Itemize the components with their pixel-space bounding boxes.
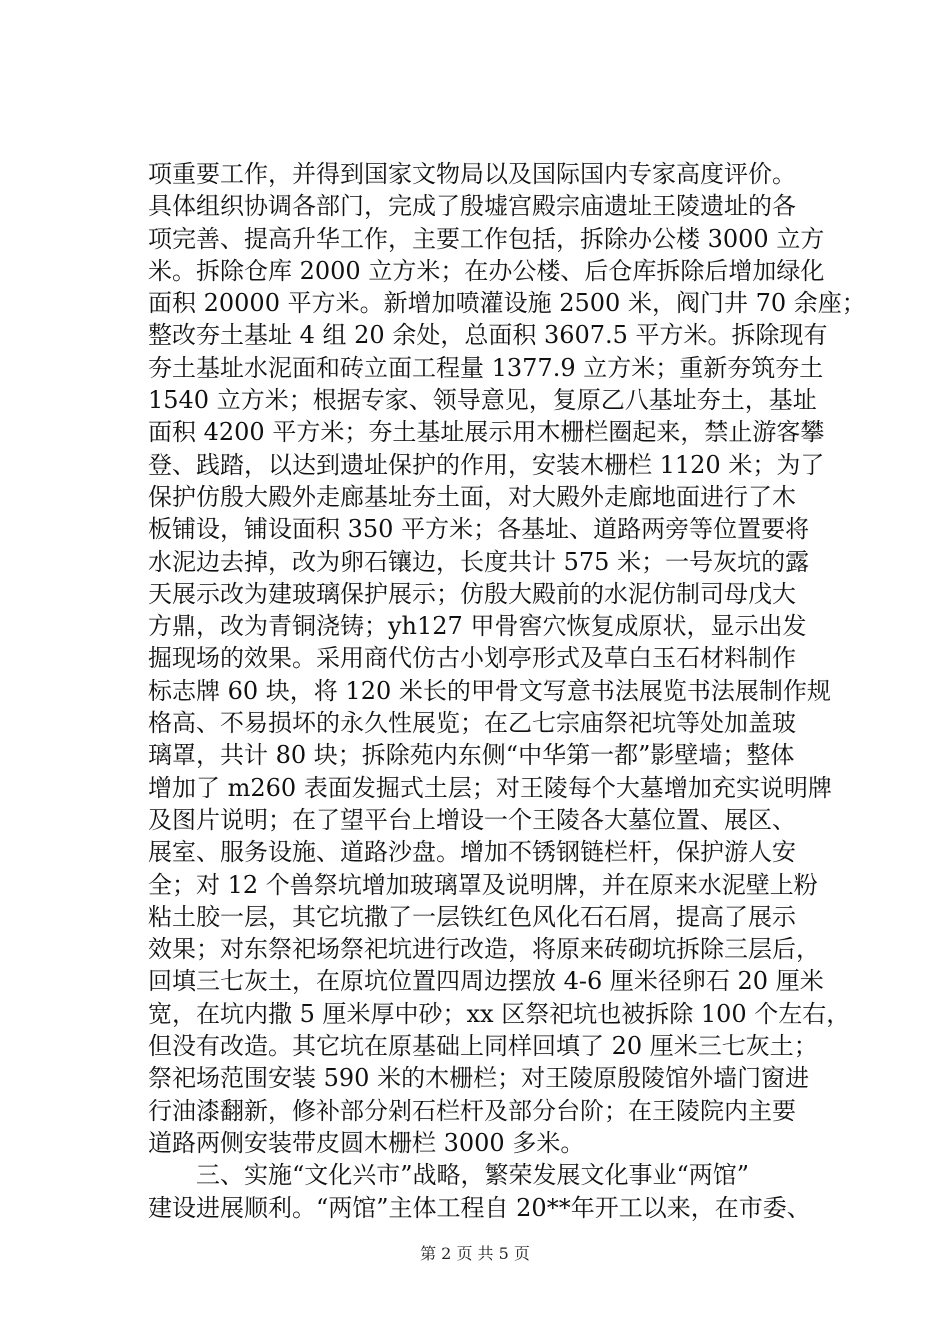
body-text [148, 158, 868, 1224]
section-heading-line: 三、实施“文化兴市”战略，繁荣发展文化事业“两馆” [148, 1161, 750, 1190]
text-line: 登、践踏，以达到遗址保护的作用，安装木栅栏 1120 米；为了 [148, 450, 825, 479]
text-line: 展室、服务设施、道路沙盘。增加不锈钢链栏杆，保护游人安 [148, 838, 796, 867]
text-line: 天展示改为建玻璃保护展示；仿殷大殿前的水泥仿制司母戊大 [148, 579, 796, 608]
text-line: 全；对 12 个兽祭坑增加玻璃罩及说明牌，并在原来水泥壁上粉 [148, 870, 818, 899]
text-line: 及图片说明；在了望平台上增设一个王陵各大墓位置、展区、 [148, 805, 796, 834]
text-line: 效果；对东祭祀场祭祀坑进行改造，将原来砖砌坑拆除三层后， [148, 935, 820, 964]
text-line: 增加了 m260 表面发掘式土层；对王陵每个大墓增加充实说明牌 [148, 773, 832, 802]
text-line: 项完善、提高升华工作，主要工作包括，拆除办公楼 3000 立方 [148, 224, 825, 253]
text-line: 米。拆除仓库 2000 立方米；在办公楼、后仓库拆除后增加绿化 [148, 256, 825, 285]
text-line: 1540 立方米；根据专家、领导意见，复原乙八基址夯土，基址 [148, 386, 817, 415]
text-line: 建设进展顺利。“两馆”主体工程自 20**年开工以来，在市委、 [148, 1193, 811, 1222]
text-line: 水泥边去掉，改为卵石镶边，长度共计 575 米；一号灰坑的露 [148, 547, 810, 576]
text-line: 道路两侧安装带皮圆木栅栏 3000 多米。 [148, 1128, 585, 1157]
text-line: 具体组织协调各部门，完成了殷墟宫殿宗庙遗址王陵遗址的各 [148, 192, 796, 221]
text-line: 粘土胶一层，其它坑撒了一层铁红色风化石石屑，提高了展示 [148, 902, 796, 931]
text-line: 整改夯土基址 4 组 20 余处，总面积 3607.5 平方米。拆除现有 [148, 321, 828, 350]
text-line: 面积 4200 平方米；夯土基址展示用木栅栏圈起来，禁止游客攀 [148, 418, 825, 447]
text-line: 回填三七灰土，在原坑位置四周边摆放 4-6 厘米径卵石 20 厘米 [148, 967, 824, 996]
text-line: 行油漆翻新，修补部分剁石栏杆及部分台阶；在王陵院内主要 [148, 1096, 796, 1125]
text-line: 祭祀场范围安装 590 米的木栅栏；对王陵原殷陵馆外墙门窗进 [148, 1064, 810, 1093]
text-line: 标志牌 60 块，将 120 米长的甲骨文写意书法展览书法展制作规 [148, 676, 831, 705]
text-line: 璃罩，共计 80 块；拆除苑内东侧“中华第一都”影壁墙；整体 [148, 741, 795, 770]
text-line: 但没有改造。其它坑在原基础上同样回填了 20 厘米三七灰土； [148, 1032, 818, 1061]
page-number: 第 2 页 共 5 页 [420, 1244, 530, 1263]
text-line: 掘现场的效果。采用商代仿古小划亭形式及草白玉石材料制作 [148, 644, 796, 673]
text-line: 保护仿殷大殿外走廊基址夯土面，对大殿外走廊地面进行了木 [148, 482, 796, 511]
text-line: 格高、不易损坏的永久性展览；在乙七宗庙祭祀坑等处加盖玻 [148, 709, 796, 738]
page-footer [0, 1244, 950, 1264]
text-line: 方鼎，改为青铜浇铸；yh127 甲骨窖穴恢复成原状，显示出发 [148, 612, 807, 641]
text-line: 面积 20000 平方米。新增加喷灌设施 2500 米，阀门井 70 余座； [148, 289, 866, 318]
text-line: 板铺设，铺设面积 350 平方米；各基址、道路两旁等位置要将 [148, 515, 810, 544]
text-line: 项重要工作，并得到国家文物局以及国际国内专家高度评价。 [148, 160, 796, 188]
text-line: 宽，在坑内撒 5 厘米厚中砂；xx 区祭祀坑也被拆除 100 个左右， [148, 999, 851, 1028]
text-line: 夯土基址水泥面和砖立面工程量 1377.9 立方米；重新夯筑夯土 [148, 353, 824, 382]
